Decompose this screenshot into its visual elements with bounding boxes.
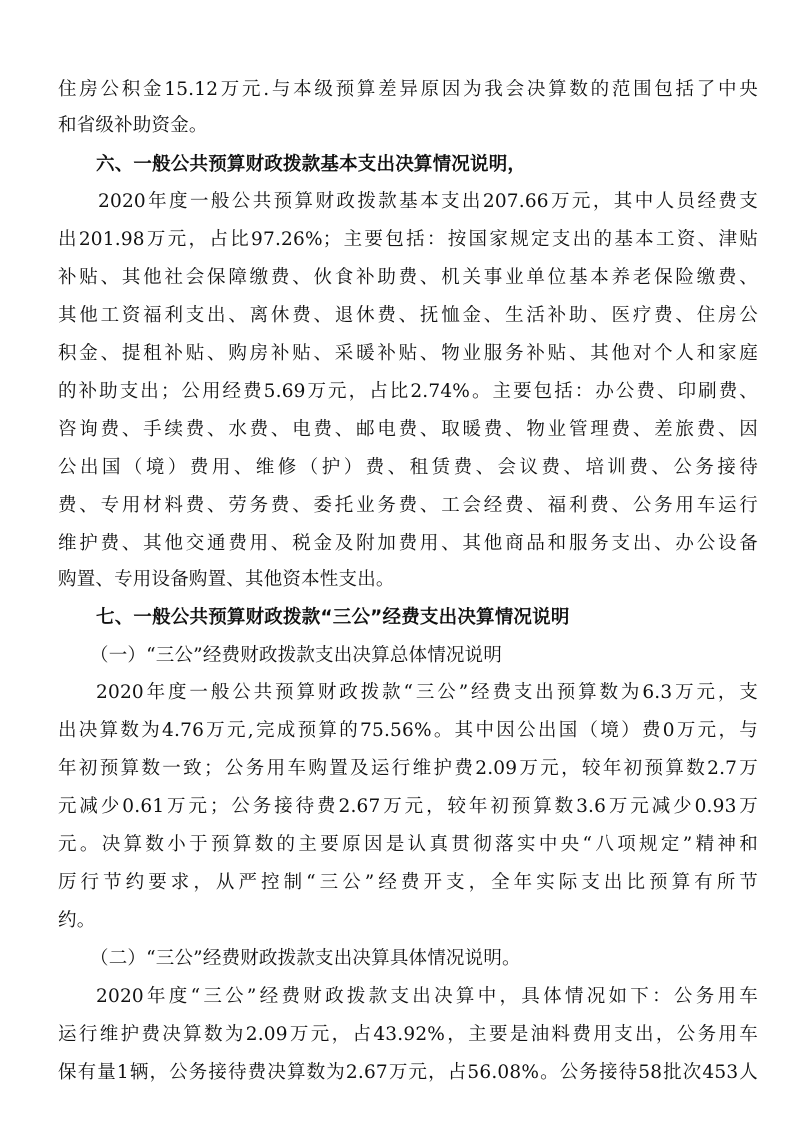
text-line: 其他工资福利支出、离休费、退休费、抚恤金、生活补助、医疗费、住房公 [58,305,758,326]
text-line: 住房公积金15.12万元.与本级预算差异原因为我会决算数的范围包括了中央 [58,79,758,100]
text-line: 2020年度“三公”经费财政拨款支出决算中，具体情况如下：公务用车 [96,986,758,1007]
text-line: 公出国（境）费用、维修（护）费、租赁费、会议费、培训费、公务接待 [58,457,758,478]
text-line: 出201.98万元，占比97.26%；主要包括：按国家规定支出的基本工资、津贴 [58,229,758,250]
text-line: 积金、提租补贴、购房补贴、采暖补贴、物业服务补贴、其他对个人和家庭 [58,343,758,364]
text-line: 元。决算数小于预算数的主要原因是认真贯彻落实中央“八项规定”精神和 [58,834,758,855]
text-line: 约。 [58,910,96,931]
text-line: 咨询费、手续费、水费、电费、邮电费、取暖费、物业管理费、差旅费、因 [58,419,758,440]
section-heading-7: 七、一般公共预算财政拨款“三公”经费支出决算情况说明 [96,607,570,628]
text-line: 的补助支出；公用经费5.69万元，占比2.74%。主要包括：办公费、印刷费、 [58,381,758,402]
text-line: 购置、专用设备购置、其他资本性支出。 [58,569,395,590]
text-line: 2020年度一般公共预算财政拨款基本支出207.66万元，其中人员经费支 [98,191,758,212]
text-line: 保有量1辆，公务接待费决算数为2.67万元，占56.08%。公务接待58批次453人 [58,1062,758,1083]
text-line: 出决算数为4.76万元,完成预算的75.56%。其中因公出国（境）费0万元，与 [58,720,758,741]
text-line: 元减少0.61万元；公务接待费2.67万元，较年初预算数3.6万元减少0.93万 [58,796,758,817]
text-line: 厉行节约要求，从严控制“三公”经费开支，全年实际支出比预算有所节 [58,872,758,893]
text-line: 年初预算数一致；公务用车购置及运行维护费2.09万元，较年初预算数2.7万 [58,758,758,779]
text-line: 2020年度一般公共预算财政拨款“三公”经费支出预算数为6.3万元，支 [96,682,758,703]
section-heading-6: 六、一般公共预算财政拨款基本支出决算情况说明， [96,154,527,175]
subsection-heading-2: （二）“三公”经费财政拨款支出决算具体情况说明。 [90,948,521,969]
text-line: 补贴、其他社会保障缴费、伙食补助费、机关事业单位基本养老保险缴费、 [58,267,758,288]
text-line: 运行维护费决算数为2.09万元，占43.92%，主要是油料费用支出，公务用车 [58,1024,758,1045]
text-line: 费、专用材料费、劳务费、委托业务费、工会经费、福利费、公务用车运行 [58,495,758,516]
subsection-heading-1: （一）“三公”经费财政拨款支出决算总体情况说明 [90,645,503,666]
text-line: 维护费、其他交通费用、税金及附加费用、其他商品和服务支出、办公设备 [58,533,758,554]
text-line: 和省级补助资金。 [58,115,208,136]
